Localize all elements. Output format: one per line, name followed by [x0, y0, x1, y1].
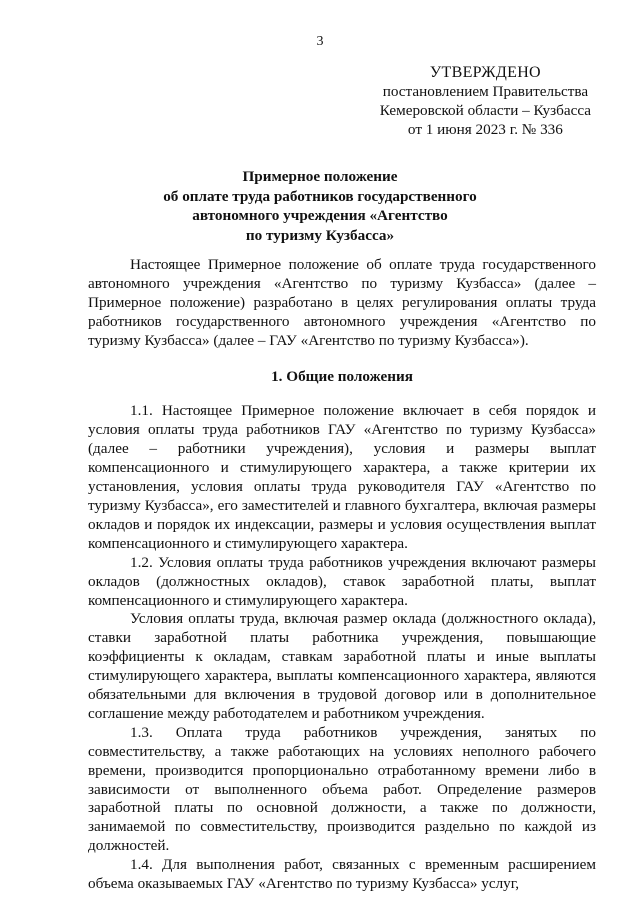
- paragraph-1-2: 1.2. Условия оплаты труда работников учреждения включают размеры окладов (должностных окладов), ставок заработной платы, выплат компенсационного и стимулирующего характера.: [88, 553, 596, 609]
- title-line-2: об оплате труда работников государственного: [163, 187, 477, 205]
- document-body: [88, 256, 596, 894]
- paragraph-1-4: 1.4. Для выполнения работ, связанных с временным расширением объема оказываемых ГАУ «Агентство по туризму Кузбасса» услуг,: [88, 856, 596, 893]
- paragraph-1-2-cont: Условия оплаты труда, включая размер оклада (должностного оклада), ставки заработной платы работника учреждения, повышающие коэффициенты к окладам, ставкам заработной платы и иные выплаты стимулирующего характера, выплаты компенсационного характера, являются обязательными для включения в трудовой договор или в дополнительное соглашение между работодателем и работником учреждения.: [88, 610, 596, 722]
- approval-line-4: от 1 июня 2023 г. № 336: [407, 121, 563, 138]
- document-title: [0, 167, 640, 245]
- title-line-4: по туризму Кузбасса»: [245, 226, 395, 244]
- paragraph-1-3: 1.3. Оплата труда работников учреждения, занятых по совместительству, а также работающих на условиях неполного рабочего времени, производится пропорционально отработанному времени либо в зависимости от выполненного объема работ. Определение размеров заработной платы по основной должности, а также по должности, занимаемой по совместительству, производится раздельно по каждой из должностей.: [88, 723, 596, 855]
- approval-stamp-block: [380, 63, 591, 139]
- title-line-1: Примерное положение: [242, 168, 398, 185]
- page-number: 3: [316, 34, 324, 49]
- approval-heading: УТВЕРЖДЕНО: [429, 64, 541, 81]
- paragraph-1-1: 1.1. Настоящее Примерное положение включает в себя порядок и условия оплаты труда работников ГАУ «Агентство по туризму Кузбасса» (далее – работники учреждения), условия и размеры выплат компенсационного и стимулирующего характера, а также критерии их установления, условия оплаты труда руководителя ГАУ «Агентство по туризму Кузбасса», его заместителей и главного бухгалтера, включая размеры окладов и порядок их индексации, размеры и условия осуществления выплат компенсационного и стимулирующего характера.: [88, 402, 596, 552]
- approval-line-3: Кемеровской области – Кузбасса: [379, 102, 591, 119]
- approval-line-2: постановлением Правительства: [382, 83, 589, 100]
- intro-paragraph: Настоящее Примерное положение об оплате труда государственного автономного учреждения «Агентство по туризму Кузбасса» (далее – Примерное положение) разработано в целях регулирования оплаты труда работников государственного автономного учреждения «Агентство по туризму Кузбасса» (далее – ГАУ «Агентство по туризму Кузбасса»).: [88, 256, 596, 349]
- title-line-3: автономного учреждения «Агентство: [192, 207, 448, 224]
- section-heading: 1. Общие положения: [271, 367, 413, 385]
